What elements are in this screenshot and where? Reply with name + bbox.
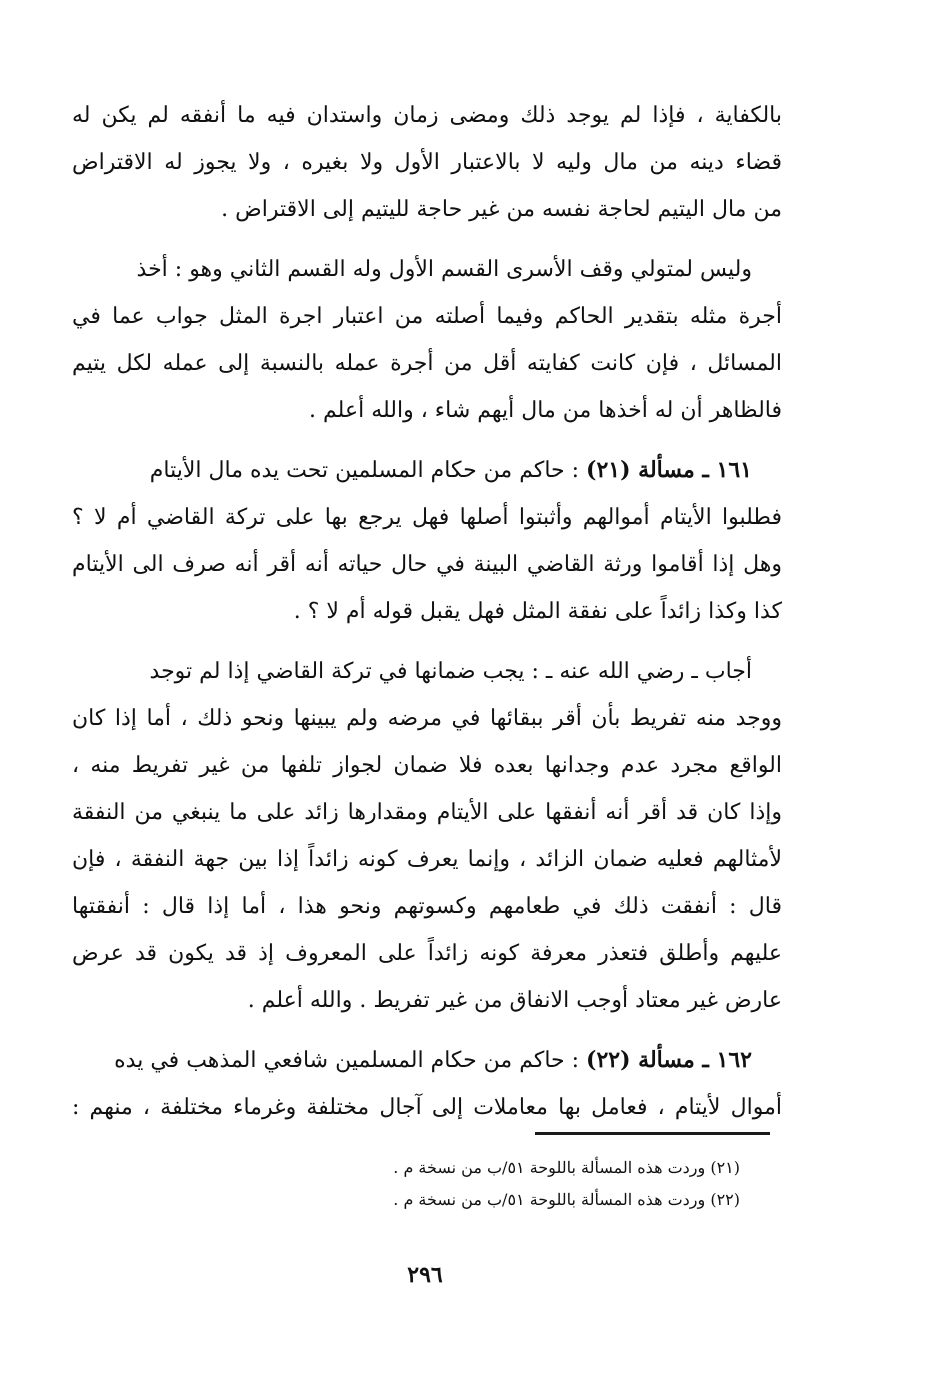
paragraph-answer [72, 648, 782, 1024]
text-line: لأمثالهم فعليه ضمان الزائد ، وإنما يعرف كونه زائداً إذا بين جهة النفقة ، فإن [72, 847, 782, 872]
masala-heading: ١٦٢ ـ مسألة (٢٢) [586, 1047, 752, 1073]
footnote-22: (٢٢) وردت هذه المسألة باللوحة ٥١/ب من نسخة م . [393, 1190, 740, 1209]
text-line: بالكفاية ، فإذا لم يوجد ذلك ومضى زمان واستدان فيه ما أنفقه لم يكن له [72, 103, 782, 128]
footnote-21: (٢١) وردت هذه المسألة باللوحة ٥١/ب من نسخة م . [393, 1158, 740, 1177]
masala-heading: ١٦١ ـ مسألة (٢١) [586, 457, 752, 483]
paragraph-masala-161 [72, 447, 782, 635]
text-line: أموال لأيتام ، فعامل بها معاملات إلى آجال مختلفة وغرماء مختلفة ، منهم : [72, 1095, 782, 1120]
text-line: الواقع مجرد عدم وجدانها بعده فلا ضمان لجواز تلفها من غير تفريط منه ، [72, 753, 782, 778]
text-line: عليهم وأطلق فتعذر معرفة كونه زائداً على المعروف إذ قد يكون قد عرض [72, 941, 782, 966]
text-line: أجاب ـ رضي الله عنه ـ : يجب ضمانها في تركة القاضي إذا لم توجد [149, 659, 752, 684]
text-line: وليس لمتولي وقف الأسرى القسم الأول وله القسم الثاني وهو : أخذ [136, 257, 752, 282]
text-line: ووجد منه تفريط بأن أقر ببقائها في مرضه ولم يبينها ونحو ذلك ، أما إذا كان [72, 706, 782, 731]
text-line [72, 447, 782, 494]
paragraph-1 [72, 92, 782, 233]
text-line: وهل إذا أقاموا ورثة القاضي البينة في حال حياته أنه أقر أنه صرف الى الأيتام [72, 552, 782, 577]
text-segment: : حاكم من حكام المسلمين تحت يده مال الأيتام [149, 458, 587, 483]
text-line: فطلبوا الأيتام أموالهم وأثبتوا أصلها فهل يرجع بها على تركة القاضي أم لا ؟ [72, 505, 782, 530]
text-line: عارض غير معتاد أوجب الانفاق من غير تفريط . والله أعلم . [247, 988, 782, 1013]
text-line: المسائل ، فإن كانت كفايته أقل من أجرة عمله بالنسبة إلى عمله لكل يتيم [72, 351, 782, 376]
text-line: كذا وكذا زائداً على نفقة المثل فهل يقبل قوله أم لا ؟ . [293, 599, 782, 624]
paragraph-masala-162 [72, 1037, 782, 1131]
text-line: فالظاهر أن له أخذها من مال أيهم شاء ، والله أعلم . [309, 398, 782, 423]
text-line: أجرة مثله بتقدير الحاكم وفيما أصلته من اعتبار اجرة المثل جواب عما في [72, 304, 782, 329]
main-text [72, 92, 782, 1131]
footnotes [300, 1152, 740, 1216]
text-line: قضاء دينه من مال وليه لا بالاعتبار الأول ولا بغيره ، ولا يجوز له الاقتراض [72, 150, 782, 175]
footnote-divider [535, 1132, 770, 1135]
text-line: قال : أنفقت ذلك في طعامهم وكسوتهم ونحو هذا ، أما إذا قال : أنفقتها [72, 894, 782, 919]
page-number: ٢٩٦ [407, 1262, 443, 1288]
text-segment: : حاكم من حكام المسلمين شافعي المذهب في يده [114, 1048, 587, 1073]
text-line [72, 1037, 782, 1084]
text-line: وإذا كان قد أقر أنه أنفقها على الأيتام ومقدارها زائد على ما ينبغي من النفقة [72, 800, 782, 825]
paragraph-2 [72, 246, 782, 434]
text-line: من مال اليتيم لحاجة نفسه من غير حاجة لليتيم إلى الاقتراض . [221, 197, 782, 222]
